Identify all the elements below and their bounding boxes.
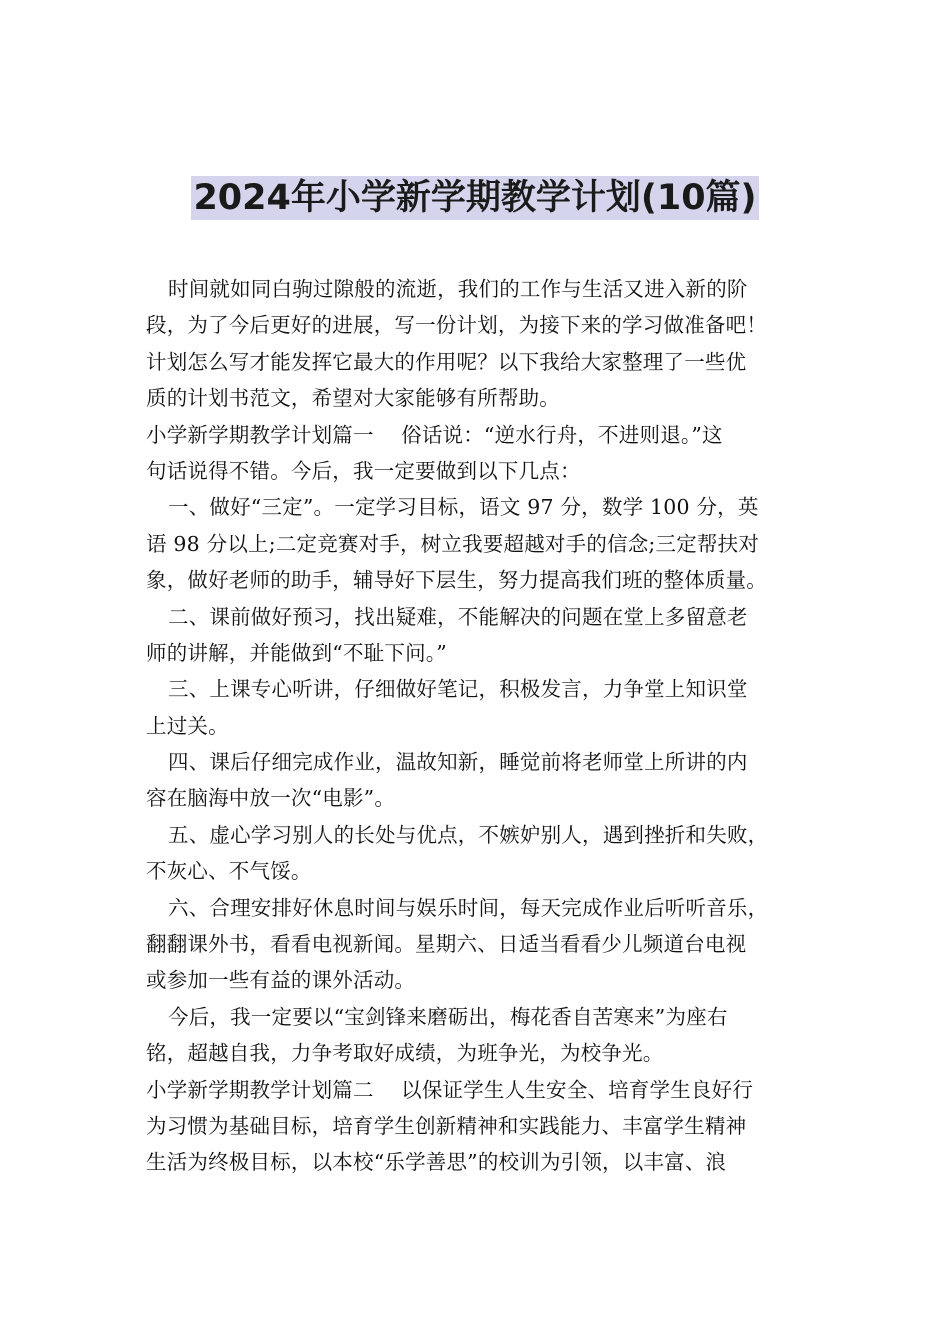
text-line: 为习惯为基础目标，培育学生创新精神和实践能力、丰富学生精神 <box>146 1113 747 1138</box>
text-line: 二、课前做好预习，找出疑难，不能解决的问题在堂上多留意老 <box>168 604 748 629</box>
text-line: 六、合理安排好休息时间与娱乐时间，每天完成作业后听听音乐， <box>168 895 769 920</box>
text-line: 四、课后仔细完成作业，温故知新，睡觉前将老师堂上所讲的内 <box>168 750 748 775</box>
text-line: 师的讲解，并能做到“不耻下问。” <box>146 640 447 665</box>
document-body <box>146 271 812 1181</box>
text-line: 质的计划书范文，希望对大家能够有所帮助。 <box>146 386 560 411</box>
text-line: 小学新学期教学计划篇二 以保证学生人生安全、培育学生良好行 <box>146 1077 754 1102</box>
text-line: 五、虚心学习别人的长处与优点，不嫉妒别人，遇到挫折和失败， <box>168 822 769 847</box>
text-line: 容在脑海中放一次“电影”。 <box>146 786 396 811</box>
text-line: 句话说得不错。今后，我一定要做到以下几点： <box>146 458 581 483</box>
text-line: 时间就如同白驹过隙般的流逝，我们的工作与生活又进入新的阶 <box>168 277 748 301</box>
text-line: 或参加一些有益的课外活动。 <box>146 968 416 993</box>
text-line: 铭，超越自我，力争考取好成绩，为班争光，为校争光。 <box>146 1041 664 1066</box>
text-line: 段，为了今后更好的进展，写一份计划，为接下来的学习做准备吧！ <box>146 313 767 338</box>
text-line: 计划怎么写才能发挥它最大的作用呢？以下我给大家整理了一些优 <box>146 349 747 374</box>
text-line: 今后，我一定要以“宝剑锋来磨砺出，梅花香自苦寒来”为座右 <box>168 1004 728 1029</box>
text-line: 翻翻课外书，看看电视新闻。星期六、日适当看看少儿频道台电视 <box>146 932 747 957</box>
text-line: 小学新学期教学计划篇一 俗话说：“逆水行舟，不进则退。”这 <box>146 422 723 447</box>
text-line: 语 98 分以上;二定竞赛对手，树立我要超越对手的信念;三定帮扶对 <box>146 531 760 556</box>
document-title: 2024年小学新学期教学计划(10篇) <box>193 178 757 218</box>
text-line: 不灰心、不气馁。 <box>146 859 312 884</box>
title-container <box>0 176 950 220</box>
text-line: 三、上课专心听讲，仔细做好笔记，积极发言，力争堂上知识堂 <box>168 677 748 702</box>
text-line: 上过关。 <box>146 713 229 738</box>
text-line: 象，做好老师的助手，辅导好下层生，努力提高我们班的整体质量。 <box>146 568 767 593</box>
text-line: 生活为终极目标，以本校“乐学善思”的校训为引领，以丰富、浪 <box>146 1150 727 1175</box>
text-line: 一、做好“三定”。一定学习目标，语文 97 分，数学 100 分，英 <box>168 495 759 520</box>
